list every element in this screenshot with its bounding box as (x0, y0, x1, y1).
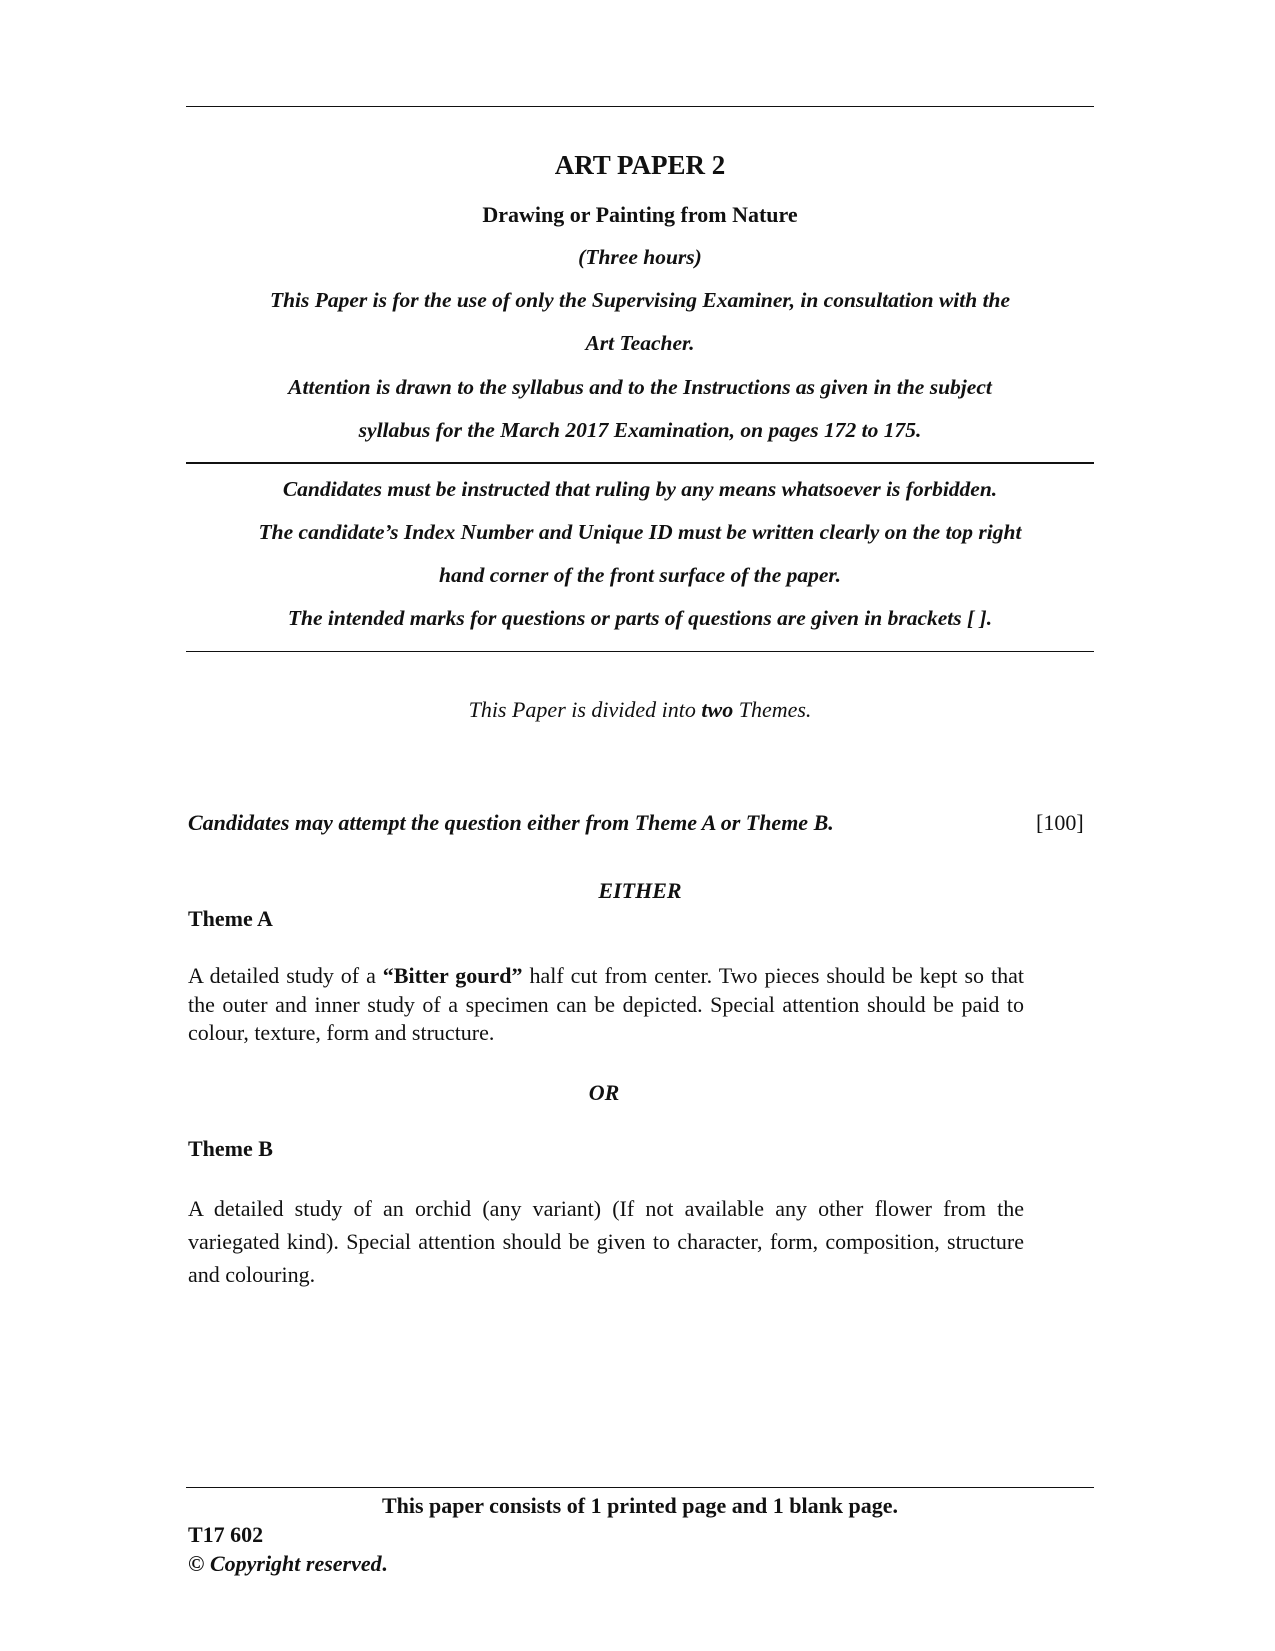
syllabus-note-line1: Attention is drawn to the syllabus and to the Instructions as given in the subject (288, 375, 992, 399)
question-marks: [100] (1036, 810, 1084, 835)
syllabus-note-line2: syllabus for the March 2017 Examination, on pages 172 to 175. (358, 418, 922, 442)
footer-rule (186, 1487, 1094, 1488)
examiner-note-line1: This Paper is for the use of only the Supervising Examiner, in consultation with the (269, 288, 1011, 312)
copyright-notice: © Copyright reserved. (188, 1551, 388, 1576)
division-note: This Paper is divided into two Themes. (468, 697, 812, 722)
or-label: OR (588, 1080, 620, 1105)
paper-code: T17 602 (188, 1522, 264, 1547)
paper-title: ART PAPER 2 (554, 150, 726, 180)
question-prompt: Candidates may attempt the question either from Theme A or Theme B. (188, 810, 834, 835)
theme-a-subject: “Bitter gourd” (382, 963, 523, 988)
theme-a-heading: Theme A (188, 906, 273, 931)
pages-note: This paper consists of 1 printed page and 1 blank page. (381, 1493, 899, 1518)
theme-a-description: A detailed study of a “Bitter gourd” half cut from center. Two pieces should be kept so that the outer and inner study of a specimen can be depicted. Special attention should be paid to colour, texture, form and structure. (188, 963, 1024, 1045)
instruction-index-number-line2: hand corner of the front surface of the paper. (439, 563, 841, 587)
examiner-note-line2: Art Teacher. (585, 331, 695, 355)
paper-duration: (Three hours) (578, 245, 702, 269)
theme-b-heading: Theme B (188, 1136, 273, 1161)
instruction-index-number-line1: The candidate’s Index Number and Unique ID must be written clearly on the top right (258, 520, 1022, 544)
division-emphasis: two (701, 697, 734, 722)
instruction-marks: The intended marks for questions or parts of questions are given in brackets [ ]. (287, 606, 993, 630)
instruction-ruling: Candidates must be instructed that ruling by any means whatsoever is forbidden. (282, 477, 998, 501)
either-label: EITHER (598, 878, 682, 903)
theme-b-description: A detailed study of an orchid (any variant) (If not available any other flower from the variegated kind). Special attention should be given to character, form, composition, structure and colouring. (188, 1196, 1024, 1287)
instructions-top-rule (186, 462, 1094, 464)
paper-subtitle: Drawing or Painting from Nature (482, 202, 798, 227)
top-rule (186, 106, 1094, 107)
instructions-bottom-rule (186, 651, 1094, 652)
